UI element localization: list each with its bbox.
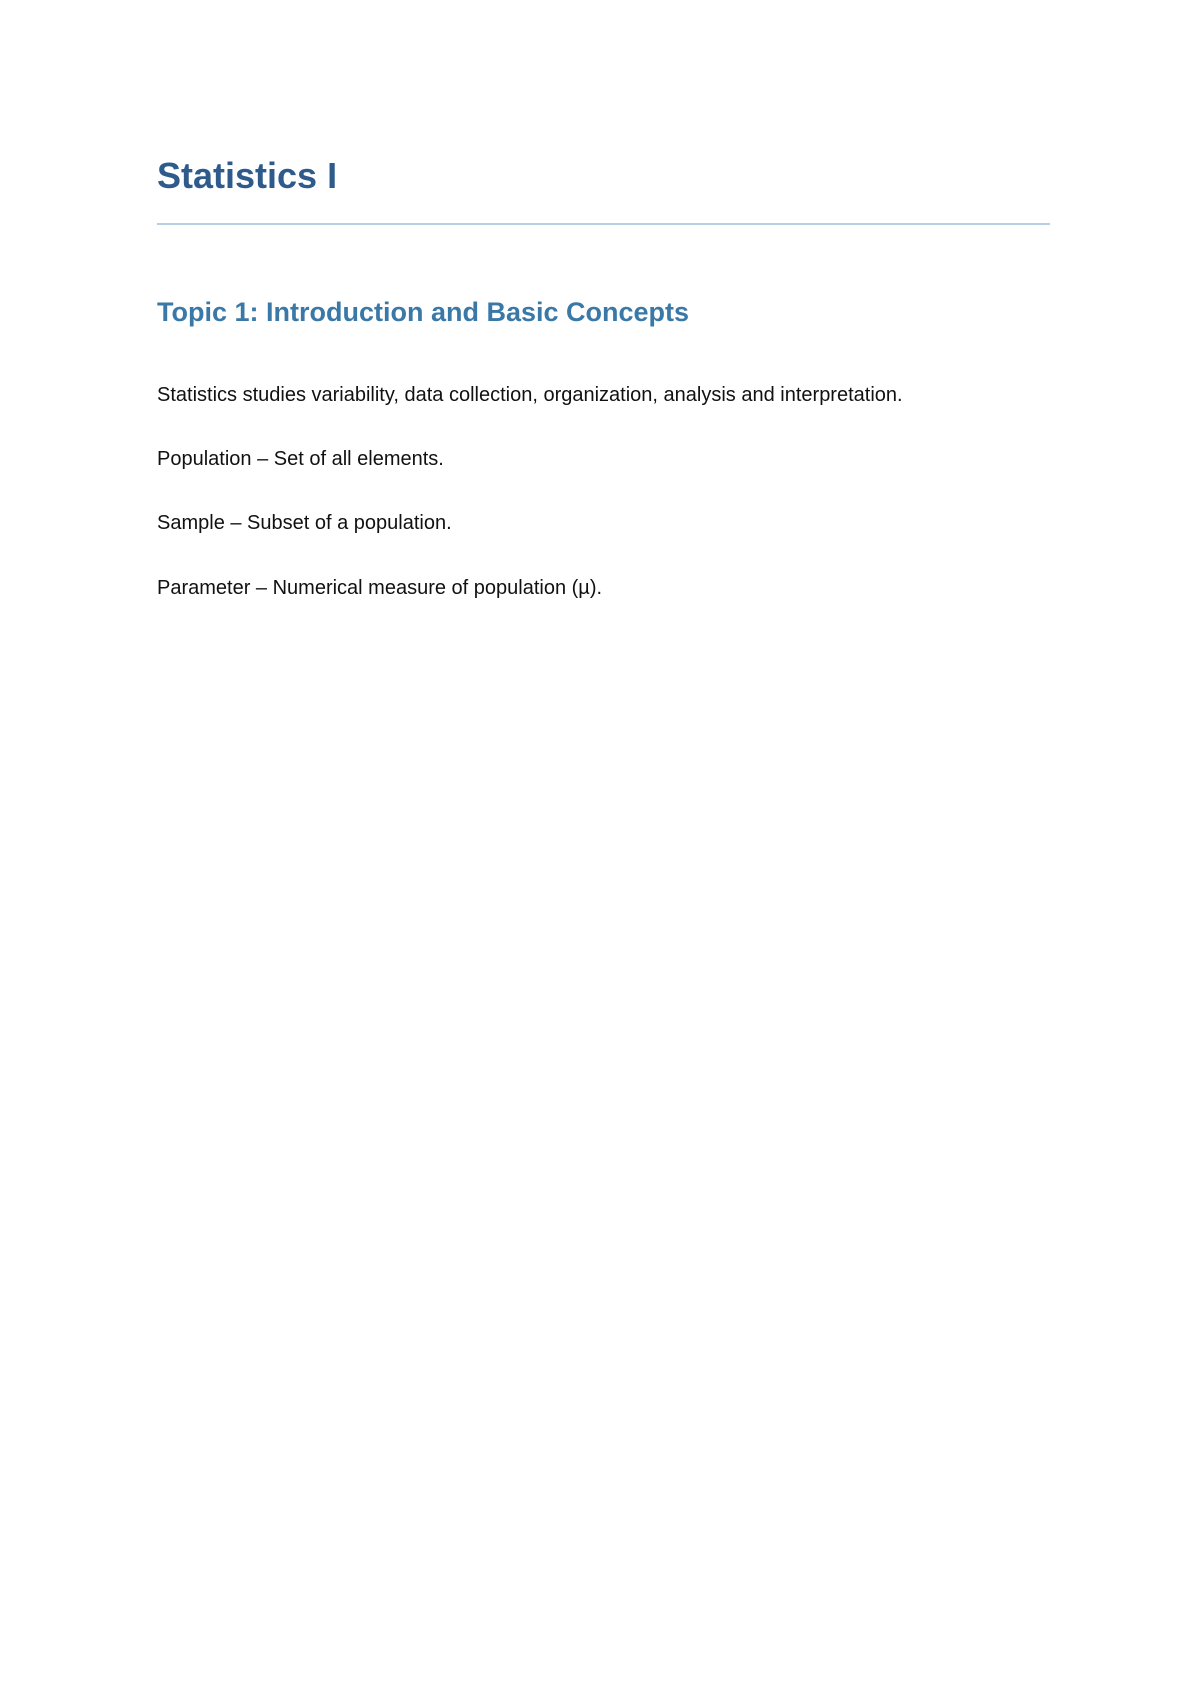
title-divider (157, 223, 1050, 225)
topic-heading: Topic 1: Introduction and Basic Concepts (157, 297, 690, 327)
document-title: Statistics I (157, 155, 338, 196)
paragraph-statistics-definition: Statistics studies variability, data collection, organization, analysis and interpretation. (157, 384, 903, 406)
paragraph-population-definition: Population – Set of all elements. (157, 448, 444, 470)
paragraph-sample-definition: Sample – Subset of a population. (157, 512, 452, 534)
paragraph-parameter-definition: Parameter – Numerical measure of population (µ). (157, 577, 603, 599)
